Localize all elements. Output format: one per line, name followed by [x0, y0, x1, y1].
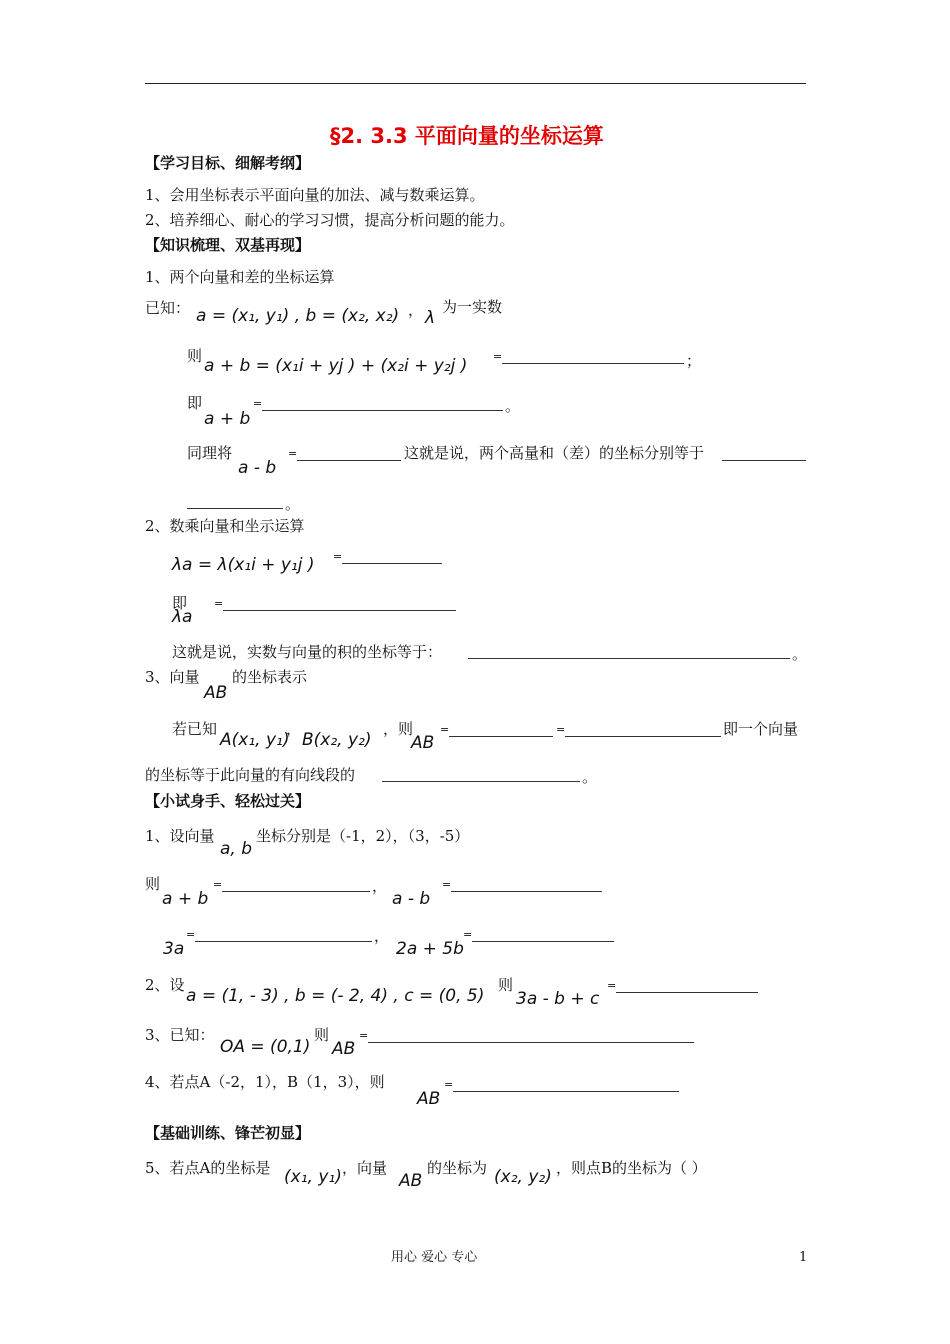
k1-then-label: 则 — [187, 347, 203, 365]
trial-q1-vectors: a, b — [220, 839, 253, 859]
semicolon: ； — [686, 352, 702, 370]
vector-ab: AB — [332, 1039, 356, 1059]
equals-sign: = — [214, 597, 224, 610]
equals-sign: = — [442, 878, 452, 891]
k1-ie-label: 即 — [187, 394, 203, 412]
vector-ab: AB — [417, 1089, 441, 1109]
trial-sum: a + b — [162, 889, 209, 909]
answer-blank — [368, 1042, 694, 1043]
k1-similar-text: 这就是说，两个高量和（差）的坐标分别等于 — [404, 444, 705, 462]
equals-sign: = — [556, 723, 566, 736]
equals-sign: = — [440, 723, 450, 736]
page-number: 1 — [799, 1250, 808, 1265]
period: 。 — [285, 495, 301, 513]
vector-ab: AB — [204, 683, 228, 703]
k1-diff: a - b — [238, 458, 277, 478]
answer-blank — [565, 736, 721, 737]
equals-sign: = — [186, 928, 196, 941]
trial-three-a: 3a — [163, 939, 185, 959]
basic-q5-part-d: ，则点B的坐标为（ ） — [556, 1159, 707, 1177]
k2-means-text: 这就是说，实数与向量的积的坐标等于： — [172, 643, 443, 661]
k3-vector-text: 即一个向量 — [723, 720, 799, 738]
k2-heading: 2、数乘向量和坐示运算 — [145, 517, 305, 535]
k1-heading: 1、两个向量和差的坐标运算 — [145, 268, 335, 286]
answer-blank — [502, 363, 684, 364]
answer-blank — [616, 992, 758, 993]
answer-blank — [449, 736, 553, 737]
answer-blank — [382, 781, 580, 782]
section-knowledge-heading: 【知识梳理、双基再现】 — [145, 236, 311, 254]
k1-lambda-text: 为一实数 — [442, 298, 503, 316]
k2-lambda-a: λa — [172, 607, 193, 627]
k2-ie-label: 即 — [172, 594, 188, 612]
trial-q3-then: 则 — [314, 1026, 330, 1044]
trial-then-label: 则 — [145, 875, 161, 893]
period: 。 — [505, 397, 521, 415]
k1-known-label: 已知： — [145, 299, 191, 317]
goal-2: 2、培养细心、耐心的学习习惯，提高分析问题的能力。 — [145, 211, 515, 229]
k1-similar-label: 同理将 — [187, 444, 233, 462]
equals-sign: = — [333, 550, 343, 563]
goal-1: 1、会用坐标表示平面向量的加法、减与数乘运算。 — [145, 186, 485, 204]
k1-given-vectors: a = (x₁, y₁) , b = (x₂, x₂) — [196, 306, 400, 326]
page-title: §2. 3.3 平面向量的坐标运算 — [330, 124, 604, 148]
k1-sum-expression: a + b = (x₁i + yj ) + (x₂i + y₂j ) — [204, 356, 468, 376]
k3-comma: ， — [286, 720, 302, 738]
equals-sign: = — [607, 979, 617, 992]
equals-sign: = — [253, 397, 263, 410]
trial-comma: ， — [372, 877, 388, 895]
section-goals-heading: 【学习目标、细解考纲】 — [145, 154, 311, 172]
equals-sign: = — [463, 928, 473, 941]
answer-blank — [222, 891, 370, 892]
answer-blank — [472, 941, 614, 942]
trial-q1-label: 1、设向量 — [145, 827, 215, 845]
answer-blank — [195, 941, 372, 942]
trial-q3-expression: OA = (0,1) — [220, 1037, 311, 1057]
answer-blank — [342, 563, 442, 564]
point-b: B(x₂, y₂) — [302, 730, 372, 750]
answer-blank — [297, 460, 401, 461]
k1-comma: ， — [408, 301, 424, 319]
period: 。 — [792, 645, 808, 663]
k1-sum: a + b — [204, 409, 251, 429]
vector-ab: AB — [411, 733, 435, 753]
vector-ab: AB — [399, 1171, 423, 1191]
k3-if-known-label: 若已知 — [172, 720, 218, 738]
basic-q5-part-b: ，向量 — [342, 1159, 388, 1177]
equals-sign: = — [359, 1029, 369, 1042]
header-rule — [145, 83, 806, 84]
trial-q2-then: 则 — [498, 976, 514, 994]
section-basic-heading: 【基础训练、锋芒初显】 — [145, 1124, 311, 1142]
k3-line-2: 的坐标等于此向量的有向线段的 — [145, 766, 356, 784]
trial-q3-label: 3、已知： — [145, 1026, 215, 1044]
basic-q5-part-c: 的坐标为 — [427, 1159, 488, 1177]
lambda-symbol: λ — [425, 308, 436, 328]
basic-q5-point-1: (x₁, y₁) — [284, 1167, 342, 1187]
trial-comma: ， — [374, 927, 390, 945]
section-trial-heading: 【小试身手、轻松过关】 — [145, 792, 311, 810]
answer-blank — [187, 508, 283, 509]
trial-q1-text: 坐标分别是（-1，2），（3，-5） — [256, 827, 470, 845]
answer-blank — [451, 891, 602, 892]
basic-q5-point-2: (x₂, y₂) — [494, 1167, 552, 1187]
answer-blank — [262, 410, 503, 411]
trial-q2-expression: a = (1, - 3) , b = (- 2, 4) , c = (0, 5) — [186, 986, 485, 1006]
answer-blank — [468, 658, 790, 659]
equals-sign: = — [493, 350, 503, 363]
trial-combo: 2a + 5b — [396, 939, 464, 959]
equals-sign: = — [288, 447, 298, 460]
footer-motto: 用心 爱心 专心 — [391, 1250, 478, 1265]
answer-blank — [223, 610, 456, 611]
equals-sign: = — [213, 878, 223, 891]
answer-blank — [722, 460, 806, 461]
k3-heading-tail: 的坐标表示 — [232, 668, 308, 686]
basic-q5-part-a: 5、若点A的坐标是 — [145, 1159, 271, 1177]
trial-q2-label: 2、设 — [145, 976, 185, 994]
equals-sign: = — [444, 1078, 454, 1091]
point-a: A(x₁, y₁) — [220, 730, 290, 750]
k2-expression: λa = λ(x₁i + y₁j ) — [172, 555, 315, 575]
answer-blank — [453, 1091, 679, 1092]
trial-q4-text: 4、若点A（-2，1），B（1，3），则 — [145, 1073, 385, 1091]
k3-heading: 3、向量 — [145, 668, 200, 686]
trial-diff: a - b — [392, 889, 431, 909]
k3-then-label: ，则 — [383, 720, 414, 738]
trial-q2-target: 3a - b + c — [516, 989, 600, 1009]
period: 。 — [582, 768, 598, 786]
